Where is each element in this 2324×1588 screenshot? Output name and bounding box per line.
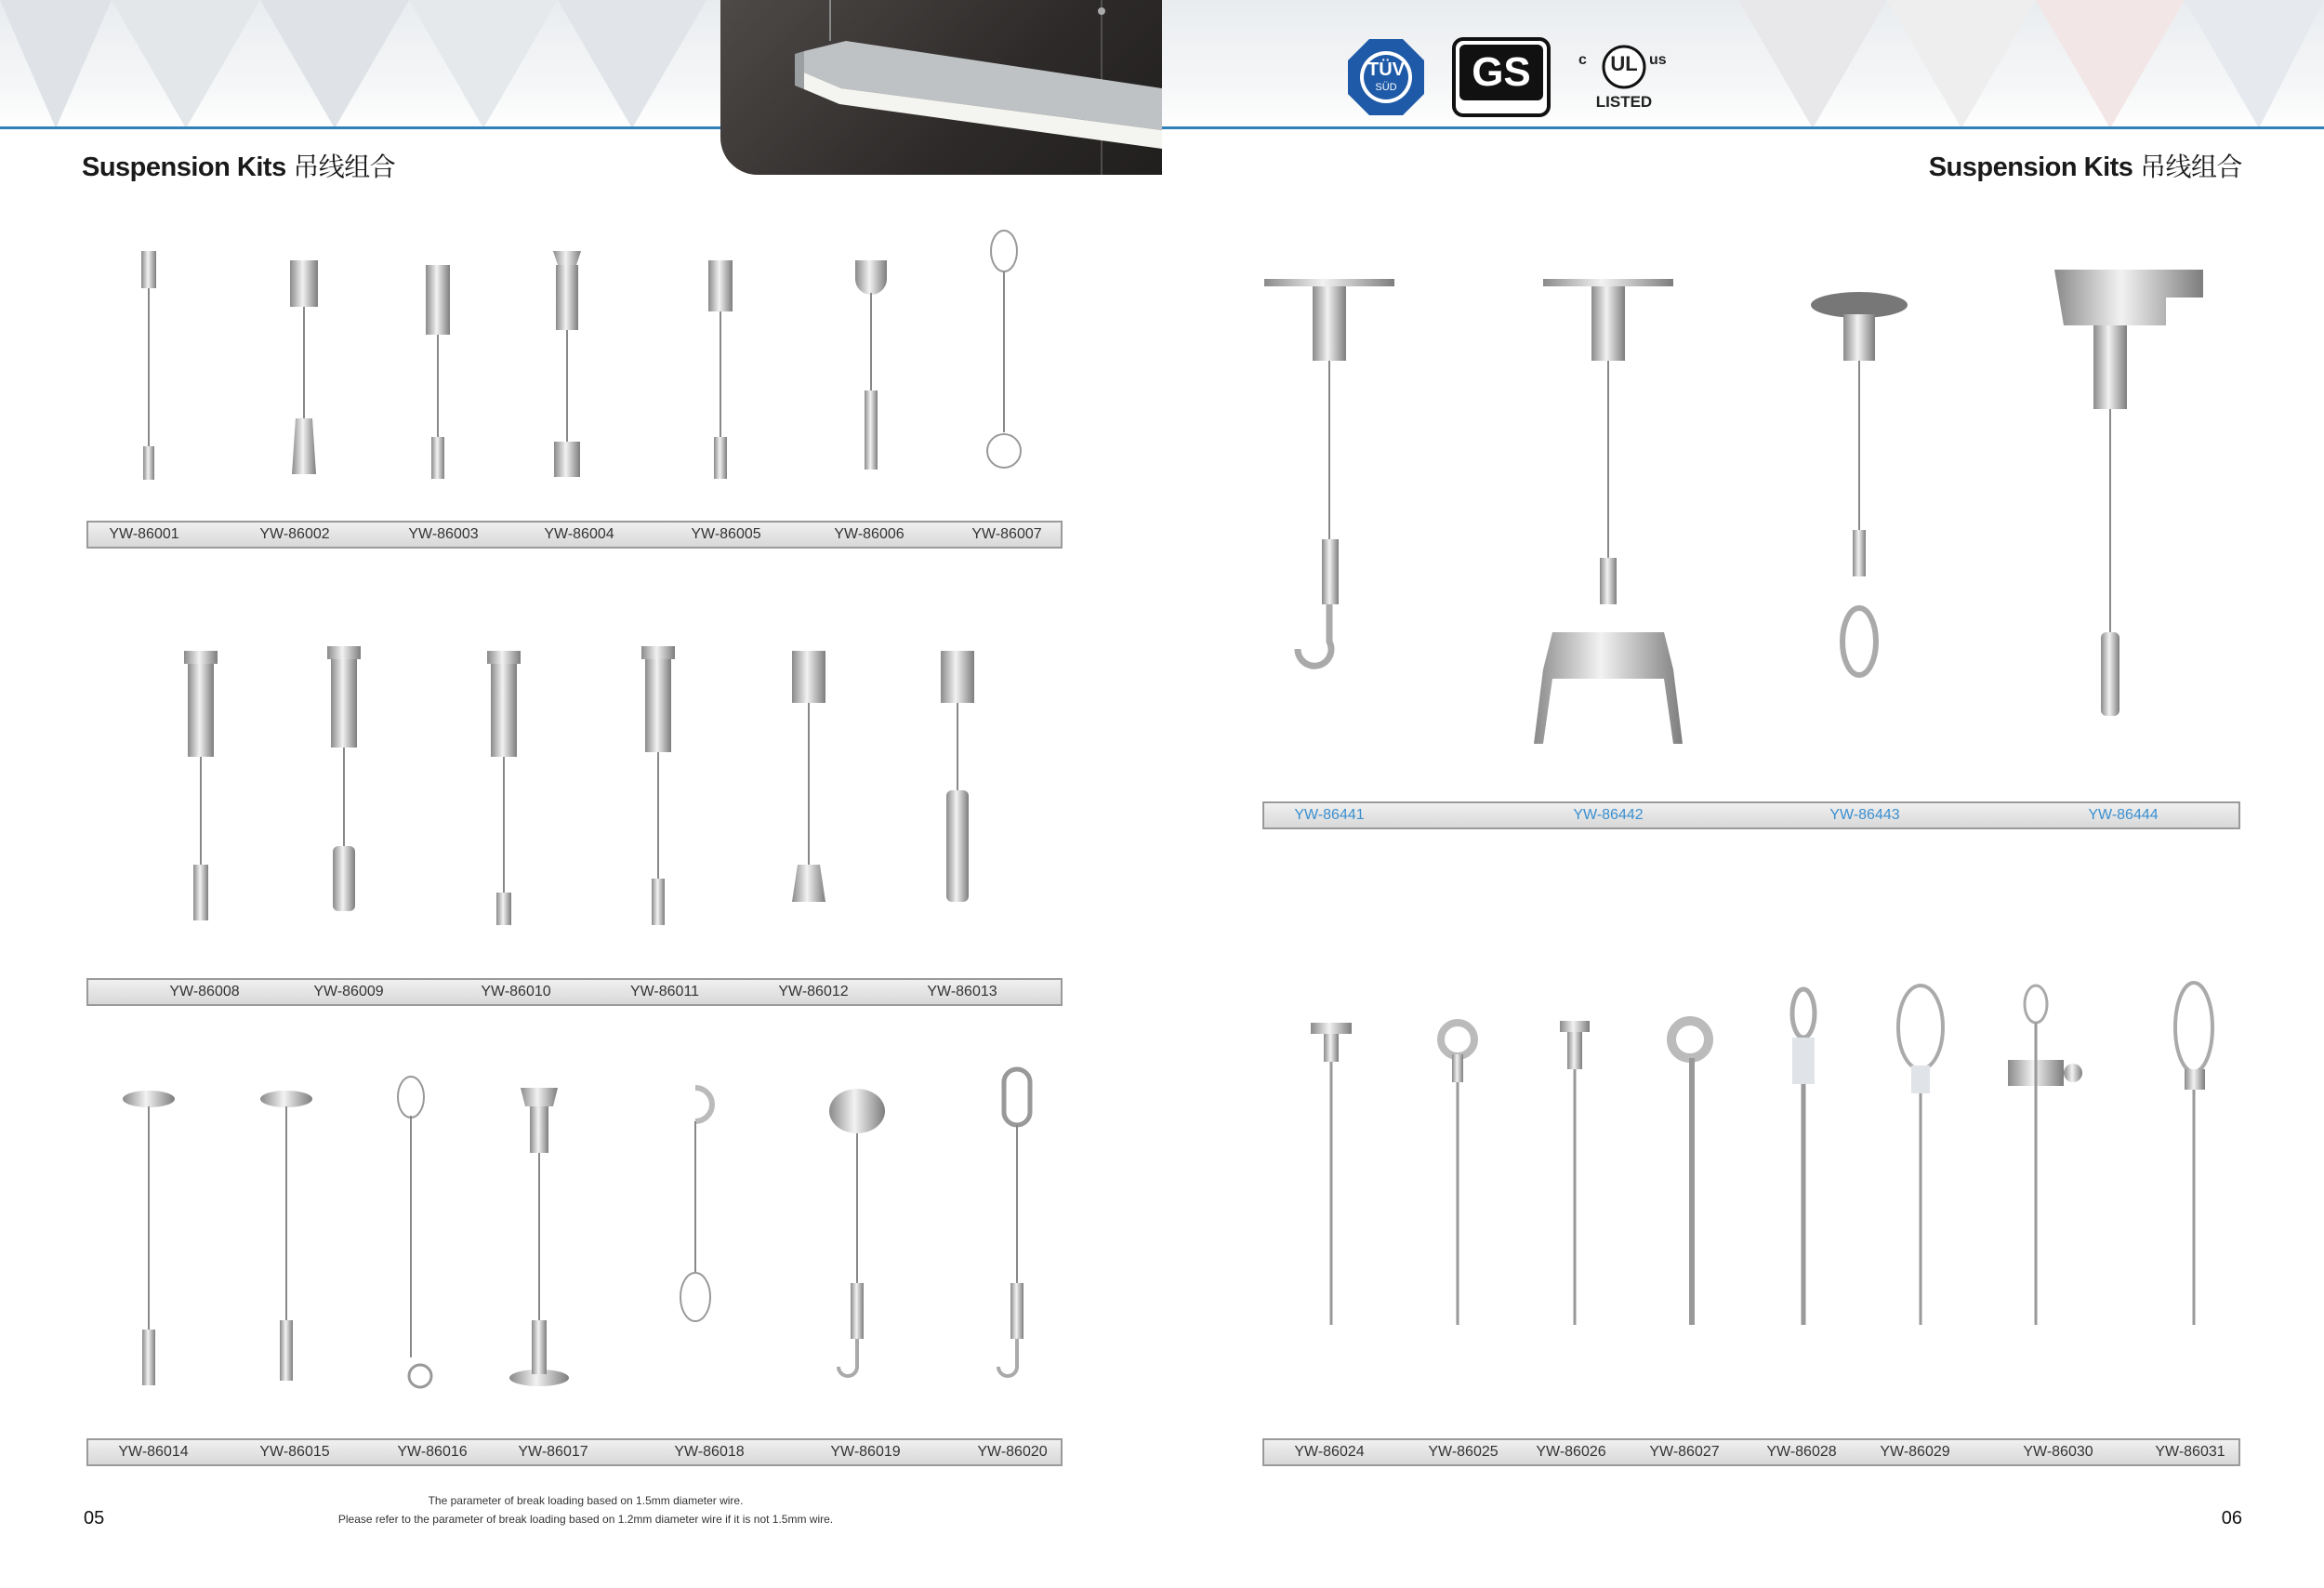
model-label: YW-86011 [629,984,700,999]
tuv-logo-text: TÜV [1367,60,1405,80]
product-yw-86018 [680,1088,712,1321]
product-yw-86443 [1811,292,1908,675]
gs-logo [1452,37,1551,117]
product-yw-86444 [2054,270,2203,716]
product-yw-86026 [1560,1021,1590,1325]
model-label: YW-86002 [259,526,330,542]
model-label: YW-86025 [1428,1444,1499,1460]
model-label: YW-86020 [977,1444,1048,1460]
ul-listed-logo [1573,37,1675,117]
product-yw-86019 [829,1089,885,1376]
ul-listed-text: LISTED [1595,93,1653,111]
product-yw-86017 [509,1088,569,1386]
section-title-left [82,147,395,184]
page-number-right: 06 [2221,1508,2242,1528]
product-yw-86014 [123,1091,175,1385]
product-yw-86031 [2175,983,2212,1325]
model-label: YW-86016 [397,1444,468,1460]
product-yw-86027 [1671,1021,1709,1325]
section-title-right-cn: 吊线组合 [2139,152,2242,181]
ul-c-text: c [1578,52,1587,68]
product-yw-86009 [327,646,361,911]
product-yw-86007 [987,231,1021,468]
product-yw-86013 [941,651,974,902]
row1-label-bar [86,521,1063,549]
section-title-left-en: Suspension Kits [82,152,286,182]
row3-products [74,1051,1069,1432]
header-banner-right [1162,0,2324,128]
product-yw-86003 [426,265,450,479]
model-label: YW-86441 [1294,807,1365,823]
model-label: YW-86008 [169,984,240,999]
row1-products [84,223,1060,511]
tuv-logo [1346,37,1426,117]
footnote-line-2: Please refer to the parameter of break loading based on 1.2mm diameter wire if it is not 1.5mm wire. [337,1513,834,1526]
row3-label-bar [86,1438,1063,1466]
model-label: YW-86006 [834,526,905,542]
row4-label-bar [1262,801,2240,829]
model-label: YW-86014 [118,1444,189,1460]
model-label: YW-86026 [1536,1444,1606,1460]
tuv-logo-subtext: SÜD [1375,82,1397,93]
product-yw-86020 [998,1069,1030,1376]
row5-products [1255,967,2250,1339]
product-yw-86012 [792,651,825,902]
footnote [307,1491,865,1528]
product-yw-86028 [1792,989,1815,1325]
model-label: YW-86001 [109,526,179,542]
product-yw-86008 [184,651,218,920]
model-label: YW-86003 [408,526,479,542]
model-label: YW-86013 [927,984,997,999]
gs-logo-text: GS [1472,49,1531,95]
product-yw-86441 [1264,279,1394,666]
row2-label-bar [86,978,1063,1006]
section-title-right-en: Suspension Kits [1928,152,2133,182]
ul-us-text: us [1649,52,1667,68]
row4-products [1255,223,2250,762]
banner-pattern [1162,0,2324,128]
product-yw-86025 [1441,1023,1474,1325]
model-label: YW-86030 [2023,1444,2093,1460]
model-label: YW-86009 [313,984,384,999]
product-yw-86024 [1311,1023,1352,1325]
model-label: YW-86015 [259,1444,330,1460]
product-yw-86029 [1898,986,1943,1325]
row5-label-bar [1262,1438,2240,1466]
model-label: YW-86029 [1880,1444,1950,1460]
page-number-left: 05 [84,1508,105,1528]
product-yw-86004 [553,251,581,477]
model-label: YW-86017 [518,1444,588,1460]
model-label: YW-86024 [1294,1444,1365,1460]
model-label: YW-86010 [481,984,551,999]
hero-lamp-image [720,0,1162,175]
product-yw-86010 [487,651,521,925]
model-label: YW-86007 [971,526,1042,542]
row2-products [84,595,1060,967]
model-label: YW-86027 [1649,1444,1720,1460]
header-rule-left [0,126,734,129]
model-label: YW-86018 [674,1444,745,1460]
product-yw-86005 [708,260,733,479]
model-label: YW-86019 [830,1444,901,1460]
product-yw-86011 [641,646,675,925]
ul-text: UL [1610,52,1638,75]
model-label: YW-86444 [2088,807,2159,823]
product-yw-86016 [398,1077,431,1387]
header-rule-right [1162,126,2324,129]
model-label: YW-86028 [1766,1444,1837,1460]
section-title-left-cn: 吊线组合 [293,152,396,181]
model-label: YW-86012 [778,984,849,999]
product-yw-86001 [141,251,156,480]
model-label: YW-86442 [1573,807,1644,823]
footnote-line-1: The parameter of break loading based on 1.5mm diameter wire. [428,1494,744,1507]
product-yw-86030 [2008,986,2082,1325]
product-yw-86002 [290,260,318,474]
product-yw-86006 [855,260,887,470]
product-yw-86015 [260,1091,312,1381]
model-label: YW-86005 [691,526,761,542]
model-label: YW-86443 [1829,807,1900,823]
product-yw-86442 [1534,279,1683,744]
section-title-right [1929,147,2242,184]
model-label: YW-86031 [2155,1444,2225,1460]
model-label: YW-86004 [544,526,614,542]
